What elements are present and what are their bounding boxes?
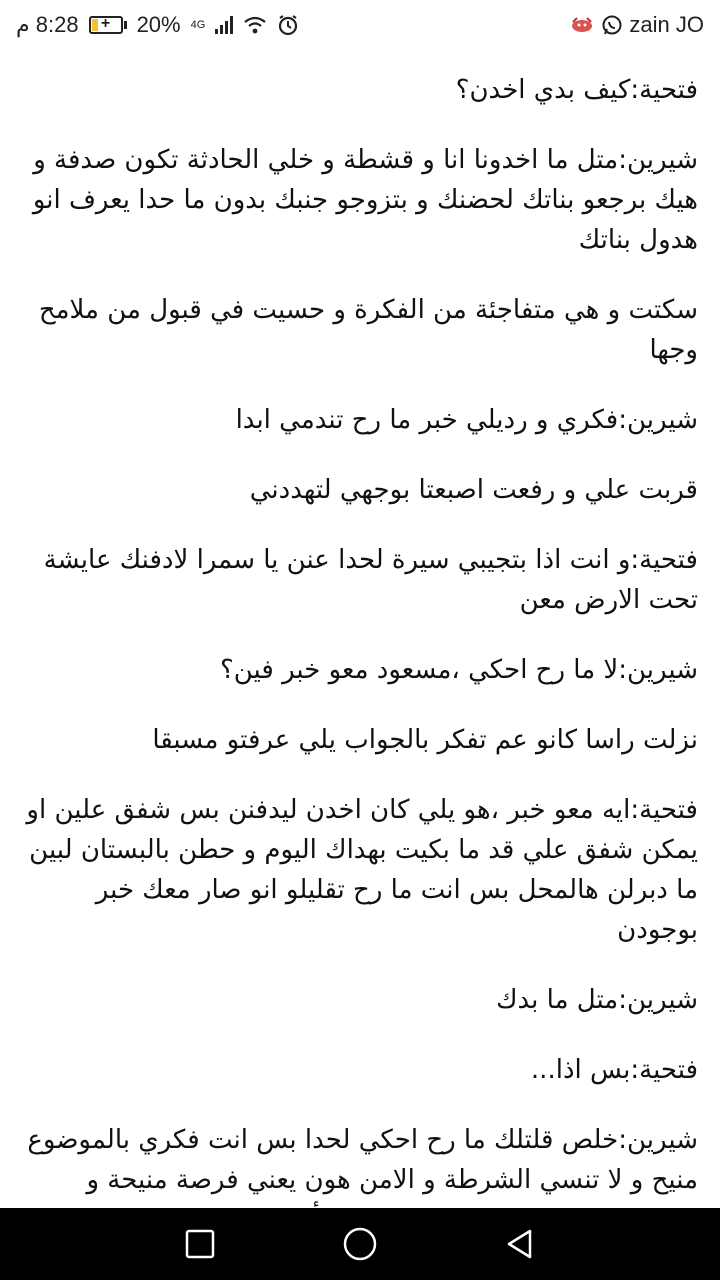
navigation-bar — [0, 1208, 720, 1280]
story-paragraph: شيرين:خلص قلتلك ما رح احكي لحدا بس انت فكري بالموضوع منيح و لا تنسي الشرطة و الامن هون يعني فرصة منيحة و — [27, 1125, 698, 1195]
back-triangle-icon — [504, 1228, 536, 1260]
status-bar — [0, 0, 720, 50]
story-paragraph: فتحية:بس اذا... — [530, 1055, 698, 1085]
alarm-icon — [277, 14, 299, 36]
status-right — [569, 12, 704, 38]
story-paragraph: شيرين:لا ما رح احكي ،مسعود معو خبر فين؟ — [219, 655, 698, 685]
wifi-icon — [243, 15, 267, 35]
back-button[interactable] — [490, 1214, 550, 1274]
story-paragraph: قربت علي و رفعت اصبعتا بوجهي لتهددني — [249, 475, 698, 505]
carrier-name: zain JO — [629, 12, 704, 37]
square-icon — [185, 1229, 215, 1259]
story-paragraph: نزلت راسا كانو عم تفكر بالجواب يلي عرفتو مسبقا — [152, 725, 698, 755]
recent-apps-button[interactable] — [170, 1214, 230, 1274]
battery-percent: 20% — [136, 12, 181, 37]
story-paragraph: شيرين:فكري و رديلي خبر ما رح تندمي ابدا — [235, 405, 698, 435]
story-paragraph: شيرين:متل ما بدك — [496, 985, 698, 1015]
story-content[interactable] — [0, 50, 720, 1208]
status-left — [16, 12, 299, 38]
clock: 8:28 م — [16, 12, 79, 37]
circle-icon — [342, 1226, 378, 1262]
story-paragraph: فتحية:كيف بدي اخدن؟ — [455, 75, 698, 105]
story-paragraph: فتحية:ايه معو خبر ،هو يلي كان اخدن ليدفنن بس شفق علين او يمكن شفق علي قد ما بكيت بهداك اليوم و حطن بالبستان لبين ما دبرلن هالمحل بس انت ما رح تقليلو انو صار معك خبر بوجودن — [26, 795, 698, 945]
battery-charging-icon: + — [89, 16, 127, 34]
app-notification-icon — [569, 16, 595, 34]
story-paragraph: سكتت و هي متفاجئة من الفكرة و حسيت في قبول من ملامح وجها — [38, 295, 698, 365]
whatsapp-icon — [601, 14, 623, 36]
story-paragraph: فتحية:و انت اذا بتجيبي سيرة لحدا عنن يا سمرا لادفنك عايشة تحت الارض معن — [43, 545, 698, 615]
story-paragraph: شيرين:متل ما اخدونا انا و قشطة و خلي الحادثة تكون صدفة و هيك برجعو بناتك لحضنك و بتزوجو جنبك بدون ما حدا يعرف انو هدول بناتك — [32, 145, 698, 255]
signal-icon — [215, 16, 233, 34]
home-button[interactable] — [330, 1214, 390, 1274]
network-type: 4G — [190, 19, 206, 31]
